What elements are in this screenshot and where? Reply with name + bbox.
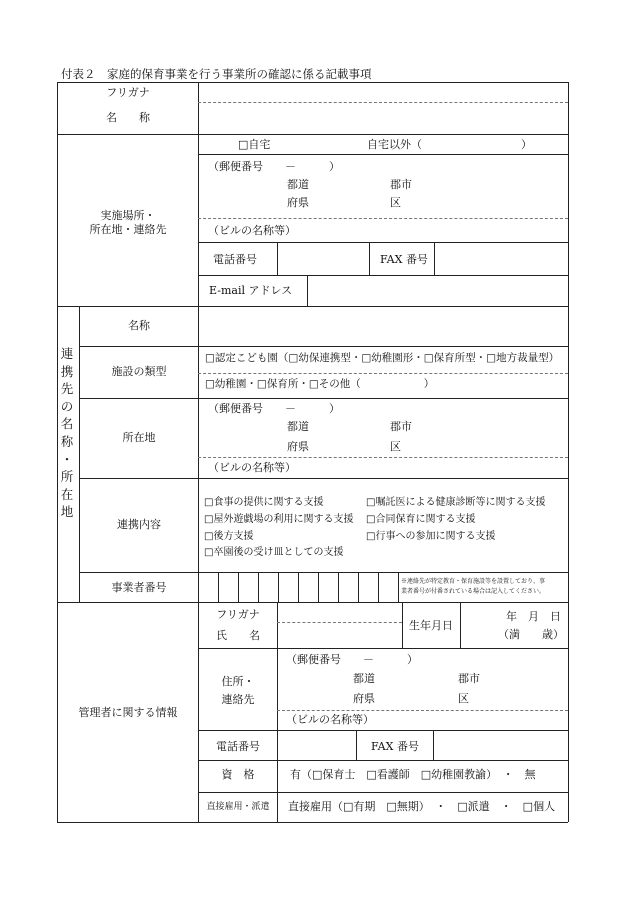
digit-box-divider xyxy=(258,572,259,602)
manager-building-name[interactable]: （ビルの名称等） xyxy=(286,713,374,726)
cell-divider xyxy=(433,730,434,760)
age-field[interactable]: （満 歳） xyxy=(498,628,564,641)
site-label-line2: 所在地・連絡先 xyxy=(89,223,167,236)
partner-building-name[interactable]: （ビルの名称等） xyxy=(208,461,296,474)
site-todo-label: 都道 xyxy=(287,178,309,191)
table-border-top xyxy=(57,82,568,83)
row-divider xyxy=(79,398,568,399)
name-furigana-label: フリガナ xyxy=(106,86,150,99)
cell-divider xyxy=(434,242,435,275)
operator-number-note-line1: ※連絡先が特定教育・保育施設等を設置しており、事 xyxy=(401,578,546,585)
partner-vertical-label: 連 携 先 の 名 称 ・ 所 在 地 xyxy=(60,346,74,520)
cell-divider xyxy=(356,730,357,760)
content-item[interactable]: □行事への参加に関する支援 xyxy=(366,531,496,542)
manager-furigana-field[interactable] xyxy=(279,604,400,620)
cell-divider xyxy=(277,242,278,275)
other-site-option[interactable]: 自宅以外（ ） xyxy=(367,138,532,151)
qualification-options[interactable]: 有（□保育士 □看護師 □幼稚園教諭） ・ 無 xyxy=(290,768,536,781)
content-item[interactable]: □合同保育に関する支援 xyxy=(366,514,476,525)
partner-content-label: 連携内容 xyxy=(117,518,161,531)
employment-label: 直接雇用・派遣 xyxy=(206,802,270,812)
content-item[interactable]: □屋外遊戯場の利用に関する支援 xyxy=(204,514,354,525)
site-building-name[interactable]: （ビルの名称等） xyxy=(208,224,296,237)
name-furigana-field[interactable] xyxy=(200,84,566,100)
building-divider xyxy=(198,457,568,458)
building-divider xyxy=(277,710,568,711)
digit-box-divider xyxy=(378,572,379,602)
partner-todo-label: 都道 xyxy=(287,420,309,433)
digit-box-divider xyxy=(218,572,219,602)
manager-postal-code[interactable]: （郵便番号 － ） xyxy=(286,653,418,666)
label-divider xyxy=(198,602,199,822)
digit-box-divider xyxy=(318,572,319,602)
birth-date-field[interactable]: 年 月 日 xyxy=(506,610,561,623)
qualification-label: 資 格 xyxy=(221,768,255,781)
furigana-divider xyxy=(277,622,402,623)
table-border-left xyxy=(57,82,58,822)
row-divider xyxy=(79,478,568,479)
row-divider xyxy=(198,648,568,649)
page-title: 付表２ 家庭的保育事業を行う事業所の確認に係る記載事項 xyxy=(61,67,372,81)
manager-name-field[interactable] xyxy=(279,624,400,646)
partner-name-field[interactable] xyxy=(200,308,566,344)
manager-address-label-line2: 連絡先 xyxy=(221,693,255,706)
cell-divider xyxy=(307,275,308,306)
partner-fuken-label: 府県 xyxy=(287,440,309,453)
site-tel-field[interactable] xyxy=(279,244,367,273)
site-email-label: E-mail アドレス xyxy=(209,284,293,297)
site-label-line1: 実施場所・ xyxy=(100,209,156,222)
site-fax-field[interactable] xyxy=(436,244,566,273)
manager-name-label: 氏 名 xyxy=(216,629,260,642)
site-gunshi-label: 郡市 xyxy=(390,178,412,191)
partner-name-label: 名称 xyxy=(128,319,150,332)
manager-address-label-line1: 住所・ xyxy=(221,675,255,688)
content-item[interactable]: □後方支援 xyxy=(204,531,254,542)
row-divider xyxy=(198,242,568,243)
row-divider xyxy=(198,792,568,793)
cell-divider xyxy=(369,242,370,275)
cell-divider xyxy=(277,760,278,792)
manager-ku-label: 区 xyxy=(458,692,469,705)
facility-type-options-line2[interactable]: □幼稚園・□保育所・□その他（ ） xyxy=(205,378,435,390)
partner-postal-code[interactable]: （郵便番号 － ） xyxy=(208,402,340,415)
partner-gunshi-label: 郡市 xyxy=(390,420,412,433)
row-divider xyxy=(79,346,568,347)
label-divider xyxy=(198,134,199,306)
site-fax-label: FAX 番号 xyxy=(380,253,428,266)
manager-tel-field[interactable] xyxy=(279,732,354,758)
label-divider xyxy=(198,306,199,602)
site-postal-code[interactable]: （郵便番号 － ） xyxy=(208,160,340,173)
site-tel-label: 電話番号 xyxy=(213,253,257,266)
furigana-divider xyxy=(198,102,568,103)
site-ku-label: 区 xyxy=(390,196,401,209)
operator-number-boxes[interactable] xyxy=(198,572,398,602)
cell-divider xyxy=(277,730,278,760)
name-label: 名 称 xyxy=(106,111,150,124)
digit-box-divider xyxy=(278,572,279,602)
label-divider xyxy=(198,82,199,134)
partner-address-label: 所在地 xyxy=(122,431,156,444)
manager-fuken-label: 府県 xyxy=(353,692,375,705)
manager-fax-label: FAX 番号 xyxy=(371,740,419,753)
employment-options[interactable]: 直接雇用（□有期 □無期） ・ □派遣 ・ □個人 xyxy=(288,800,556,813)
birth-date-label: 生年月日 xyxy=(409,619,453,632)
section-divider xyxy=(57,602,568,603)
cell-divider xyxy=(277,792,278,822)
row-divider xyxy=(198,730,568,731)
home-option-checkbox[interactable]: □自宅 xyxy=(238,138,271,151)
site-email-field[interactable] xyxy=(309,277,566,304)
manager-todo-label: 都道 xyxy=(353,672,375,685)
building-divider xyxy=(198,218,568,219)
name-field[interactable] xyxy=(200,104,566,132)
manager-tel-label: 電話番号 xyxy=(216,740,260,753)
content-item[interactable]: □嘱託医による健康診断等に関する支援 xyxy=(366,497,546,508)
digit-box-divider xyxy=(298,572,299,602)
table-border-right xyxy=(568,82,569,822)
row-divider xyxy=(198,760,568,761)
cell-divider xyxy=(402,602,403,648)
row-divider xyxy=(198,275,568,276)
vertical-label-divider xyxy=(79,306,80,602)
content-item[interactable]: □食事の提供に関する支援 xyxy=(204,497,324,508)
cell-divider xyxy=(277,648,278,730)
manager-furigana-label: フリガナ xyxy=(216,608,260,621)
manager-section-label: 管理者に関する情報 xyxy=(78,706,178,719)
content-item[interactable]: □卒園後の受け皿としての支援 xyxy=(204,547,344,558)
manager-fax-field[interactable] xyxy=(435,732,566,758)
digit-box-divider xyxy=(338,572,339,602)
section-divider xyxy=(57,134,568,135)
table-border-bottom xyxy=(57,822,568,823)
digit-box-divider xyxy=(358,572,359,602)
operator-number-label: 事業者番号 xyxy=(111,581,167,594)
cell-divider xyxy=(460,602,461,648)
site-fuken-label: 府県 xyxy=(287,196,309,209)
operator-number-note-line2: 業者番号が付番されている場合は記入してください。 xyxy=(401,588,546,595)
digit-box-divider xyxy=(398,572,399,602)
row-divider xyxy=(198,154,568,155)
digit-box-divider xyxy=(238,572,239,602)
manager-gunshi-label: 郡市 xyxy=(458,672,480,685)
facility-type-divider xyxy=(198,373,568,374)
section-divider xyxy=(57,306,568,307)
facility-type-label: 施設の類型 xyxy=(111,365,167,378)
facility-type-options-line1[interactable]: □認定こども園（□幼保連携型・□幼稚園形・□保育所型・□地方裁量型） xyxy=(205,352,560,364)
cell-divider xyxy=(277,602,278,648)
partner-ku-label: 区 xyxy=(390,440,401,453)
